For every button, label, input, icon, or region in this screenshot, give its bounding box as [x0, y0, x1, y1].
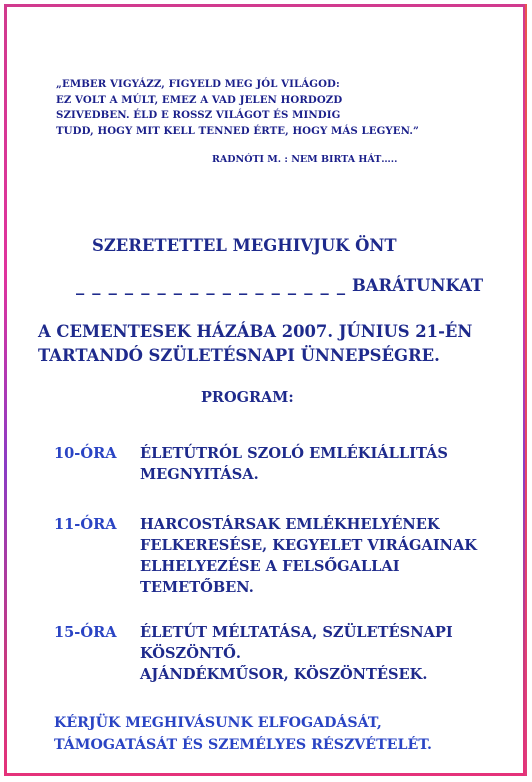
- program-text-line: TEMETŐBEN.: [140, 579, 254, 596]
- program-text: [140, 443, 448, 485]
- program-text: [140, 622, 453, 685]
- program-time: 15-ÓRA: [54, 624, 117, 641]
- quote-line: EZ VOLT A MÚLT, EMEZ A VAD JELEN HORDOZD: [56, 93, 343, 106]
- program-item: [54, 514, 477, 598]
- program-time: 10-ÓRA: [54, 445, 117, 462]
- program-title: PROGRAM:: [201, 389, 294, 406]
- quote-author: RADNÓTI M. : NEM BIRTA HÁT…..: [212, 154, 398, 165]
- invitation-recipient-line: [76, 276, 483, 295]
- program-text-line: AJÁNDÉKMŰSOR, KÖSZÖNTÉSEK.: [140, 666, 428, 683]
- program-time: 11-ÓRA: [54, 516, 117, 533]
- program-text-line: ÉLETÚTRÓL SZOLÓ EMLÉKIÁLLITÁS: [140, 445, 448, 462]
- program-text-line: FELKERESÉSE, KEGYELET VIRÁGAINAK: [140, 537, 477, 554]
- closing-request: [54, 712, 432, 756]
- event-description: TARTANDÓ SZÜLETÉSNAPI ÜNNEPSÉGRE.: [38, 346, 440, 365]
- program-text-line: ÉLETÚT MÉLTATÁSA, SZÜLETÉSNAPI: [140, 624, 453, 641]
- program-text-line: ELHELYEZÉSE A FELSŐGALLAI: [140, 558, 400, 575]
- program-item: [54, 443, 448, 485]
- quote-line: SZIVEDBEN. ÉLD E ROSSZ VILÁGOT ÉS MINDIG: [56, 109, 341, 121]
- invitation-event: [38, 320, 472, 368]
- invitation-greeting: SZERETETTEL MEGHIVJUK ÖNT: [92, 236, 397, 255]
- program-item: [54, 622, 453, 685]
- closing-line: KÉRJÜK MEGHIVÁSUNK ELFOGADÁSÁT,: [54, 715, 382, 731]
- recipient-label: BARÁTUNKAT: [351, 276, 484, 295]
- closing-line: TÁMOGATÁSÁT ÉS SZEMÉLYES RÉSZVÉTELÉT.: [54, 737, 432, 753]
- quote-line: „EMBER VIGYÁZZ, FIGYELD MEG JÓL VILÁGOD:: [56, 78, 340, 90]
- program-text: [140, 514, 477, 598]
- program-text-line: MEGNYITÁSA.: [140, 466, 259, 483]
- name-blank: _ _ _ _ _ _ _ _ _ _ _ _ _ _ _ _ _: [76, 276, 347, 295]
- program-text-line: KÖSZÖNTŐ.: [140, 645, 241, 662]
- quote-line: TUDD, HOGY MIT KELL TENNED ÉRTE, HOGY MÁS LEGYEN.”: [56, 124, 419, 137]
- program-text-line: HARCOSTÁRSAK EMLÉKHELYÉNEK: [140, 516, 440, 533]
- event-place-date: A CEMENTESEK HÁZÁBA 2007. JÚNIUS 21-ÉN: [38, 322, 473, 341]
- poem-quote: [56, 77, 419, 139]
